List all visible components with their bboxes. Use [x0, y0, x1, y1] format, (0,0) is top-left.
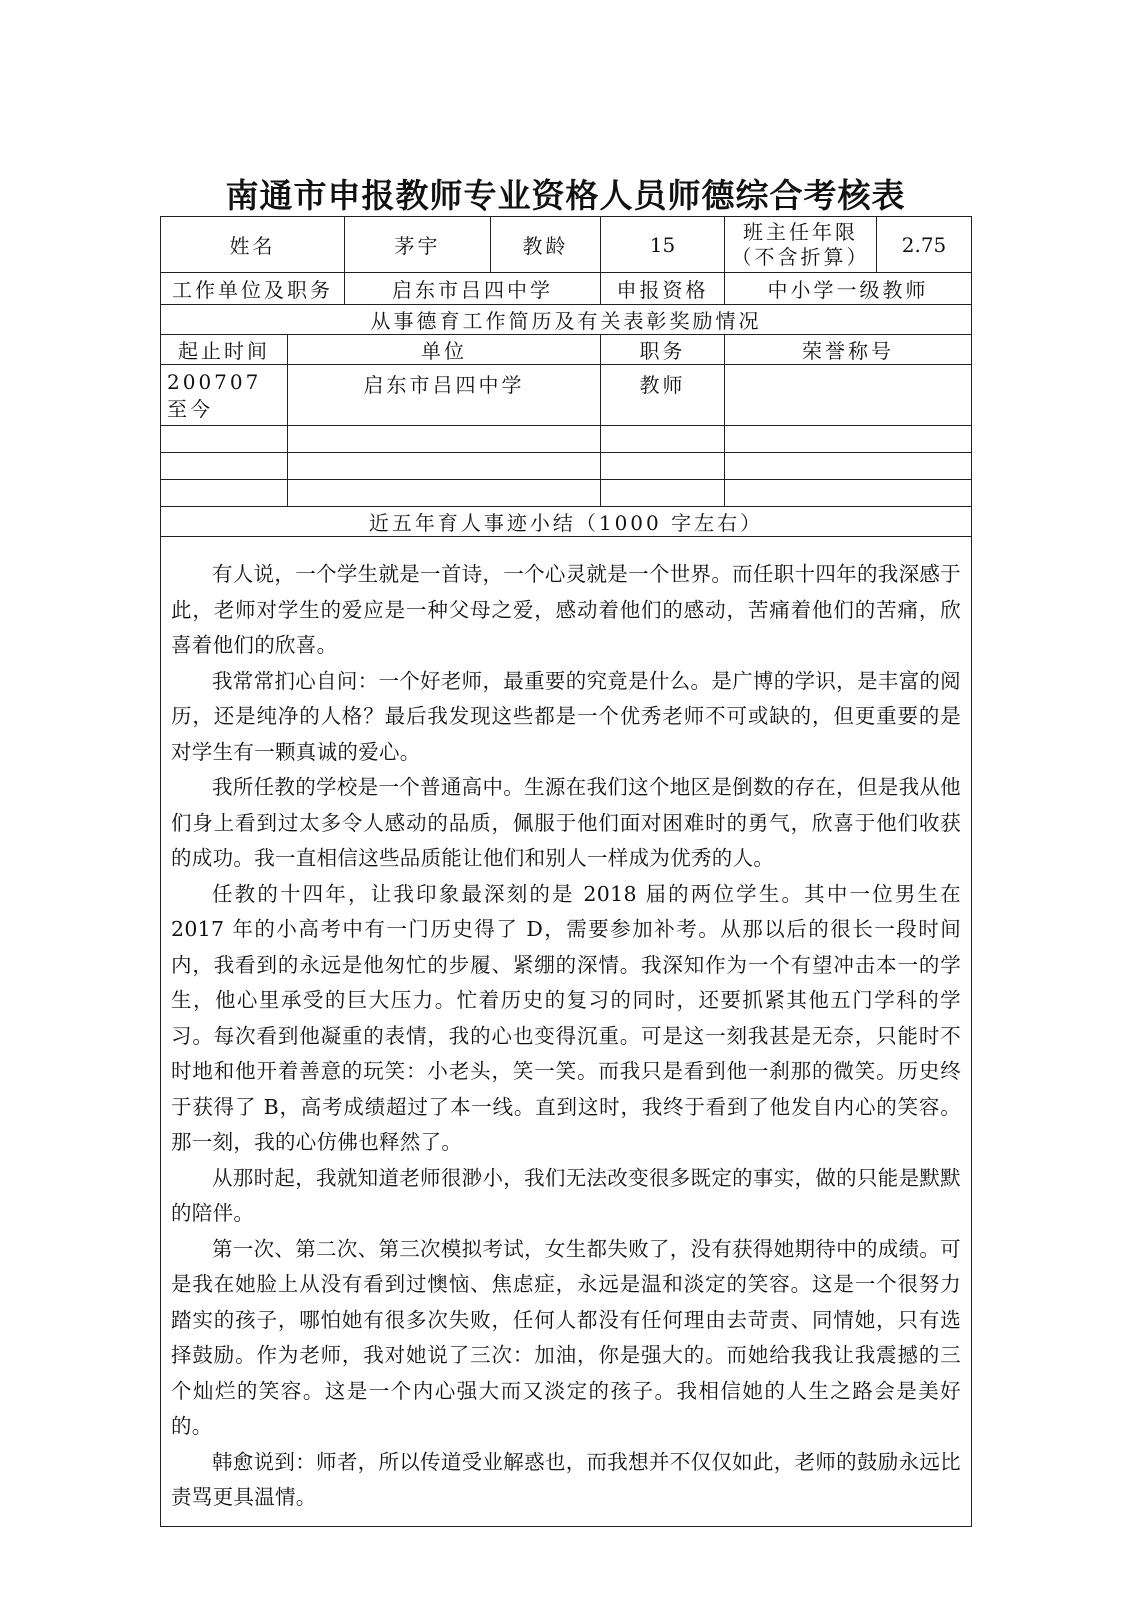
- history-header-row: [161, 335, 972, 365]
- qualification-value: 中小学一级教师: [725, 273, 972, 305]
- history-position: 教师: [601, 365, 725, 426]
- history-row: [161, 453, 972, 480]
- history-position: [601, 426, 725, 453]
- summary-paragraph: 韩愈说到：师者，所以传道受业解惑也，而我想并不仅仅如此，老师的鼓励永远比责骂更具温情。: [171, 1449, 961, 1509]
- unit-value: 启东市吕四中学: [345, 273, 601, 305]
- history-section-row: [161, 305, 972, 335]
- homeroom-years-value: 2.75: [877, 217, 972, 273]
- summary-paragraph: 第一次、第二次、第三次模拟考试，女生都失败了，没有获得她期待中的成绩。可是我在她脸上从没有看到过懊恼、焦虑症，永远是温和淡定的笑容。这是一个很努力踏实的孩子，哪怕她有很多次失败，任何人都没有任何理由去苛责、同情她，只有选择鼓励。作为老师，我对她说了三次：加油，你是强大的。而她给我我让我震撼的三个灿烂的笑容。这是一个内心强大而又淡定的孩子。我相信她的人生之路会是美好的。: [171, 1236, 961, 1438]
- summary-section-title: 近五年育人事迹小结（1000 字左右）: [161, 507, 972, 537]
- assessment-form-table: [160, 216, 972, 1527]
- history-unit: [288, 480, 601, 507]
- homeroom-label-line1: 班主任年限: [743, 219, 858, 244]
- qualification-label: 申报资格: [601, 273, 725, 305]
- summary-paragraph: 任教的十四年，让我印象最深刻的是 2018 届的两位学生。其中一位男生在 2017 年的小高考中有一门历史得了 D，需要参加补考。从那以后的很长一段时间内，我看到的永远是他匆忙的步履、紧绷的深情。我深知作为一个有望冲击本一的学生，他心里承受的巨大压力。忙着历史的复习的同时，还要抓紧其他五门学科的学习。每次看到他凝重的表情，我的心也变得沉重。可是这一刻我甚是无奈，只能时不时地和他开着善意的玩笑：小老头，笑一笑。而我只是看到他一刹那的微笑。历史终于获得了 B，高考成绩超过了本一线。直到这时，我终于看到了他发自内心的笑容。那一刻，我的心仿佛也释然了。: [171, 881, 961, 1154]
- history-row: [161, 365, 972, 426]
- history-section-title: 从事德育工作简历及有关表彰奖励情况: [161, 305, 972, 335]
- name-label: 姓名: [161, 217, 345, 273]
- history-row: [161, 426, 972, 453]
- history-row: [161, 480, 972, 507]
- summary-section-row: [161, 507, 972, 537]
- seniority-label: 教龄: [491, 217, 601, 273]
- seniority-value: 15: [601, 217, 725, 273]
- summary-body: [161, 537, 972, 1527]
- unit-label: 工作单位及职务: [161, 273, 345, 305]
- homeroom-years-label: [725, 217, 877, 273]
- summary-paragraph: 我所任教的学校是一个普通高中。生源在我们这个地区是倒数的存在，但是我从他们身上看到过太多令人感动的品质，佩服于他们面对困难时的勇气，欣喜于他们收获的成功。我一直相信这些品质能让他们和别人一样成为优秀的人。: [171, 775, 961, 870]
- summary-body-row: [161, 537, 972, 1527]
- history-unit: 启东市吕四中学: [288, 365, 601, 426]
- history-honor: [725, 365, 972, 426]
- history-period: [161, 453, 288, 480]
- history-honor: [725, 426, 972, 453]
- history-period: 200707 至今: [161, 365, 288, 426]
- history-position: [601, 480, 725, 507]
- history-period: [161, 480, 288, 507]
- history-honor: [725, 480, 972, 507]
- col-honor-header: 荣誉称号: [725, 335, 972, 365]
- col-unit-header: 单位: [288, 335, 601, 365]
- history-period: [161, 426, 288, 453]
- history-position: [601, 453, 725, 480]
- header-row-2: [161, 273, 972, 305]
- summary-paragraph: 有人说，一个学生就是一首诗，一个心灵就是一个世界。而任职十四年的我深感于此，老师对学生的爱应是一种父母之爱，感动着他们的感动，苦痛着他们的苦痛，欣喜着他们的欣喜。: [171, 562, 961, 657]
- header-row-1: [161, 217, 972, 273]
- history-unit: [288, 453, 601, 480]
- summary-essay: [171, 557, 961, 1516]
- col-period-header: 起止时间: [161, 335, 288, 365]
- col-position-header: 职务: [601, 335, 725, 365]
- history-unit: [288, 426, 601, 453]
- page-title: 南通市申报教师专业资格人员师德综合考核表: [225, 176, 906, 215]
- summary-paragraph: 我常常扪心自问：一个好老师，最重要的究竟是什么。是广博的学识，是丰富的阅历，还是纯净的人格？最后我发现这些都是一个优秀老师不可或缺的，但更重要的是对学生有一颗真诚的爱心。: [171, 668, 961, 764]
- history-honor: [725, 453, 972, 480]
- summary-paragraph: 从那时起，我就知道老师很渺小，我们无法改变很多既定的事实，做的只能是默默的陪伴。: [171, 1165, 961, 1225]
- name-value: 茅宇: [345, 217, 491, 273]
- homeroom-label-line2: （不含折算）: [731, 244, 870, 269]
